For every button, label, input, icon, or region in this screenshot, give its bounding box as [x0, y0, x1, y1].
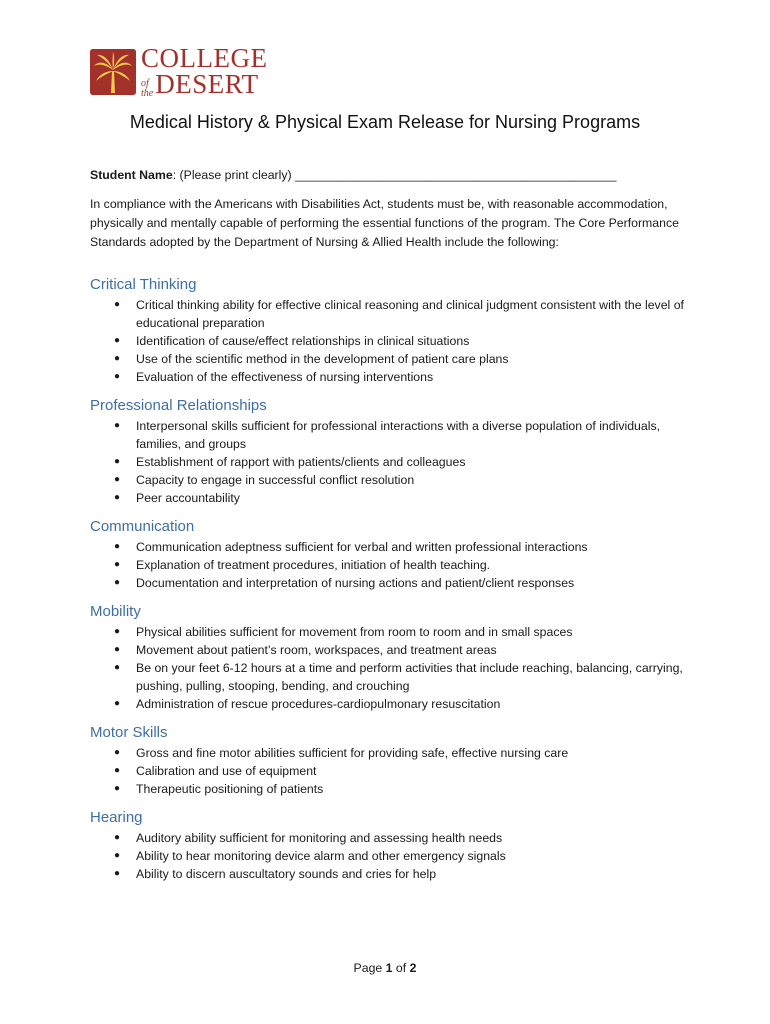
list-item-text: Ability to hear monitoring device alarm and other emergency signals — [136, 849, 506, 863]
list-item — [90, 829, 690, 847]
section-heading: Professional Relationships — [90, 397, 267, 414]
list-item-text: Physical abilities sufficient for movement from room to room and in small spaces — [136, 625, 573, 639]
palm-tree-icon — [90, 49, 136, 95]
bullet-list — [90, 744, 690, 798]
section — [90, 397, 690, 507]
bullet-icon: ● — [114, 541, 121, 552]
footer-of-word: of — [392, 961, 410, 975]
list-item-text: Explanation of treatment procedures, initiation of health teaching. — [136, 558, 491, 572]
list-item-text: Peer accountability — [136, 491, 240, 505]
bullet-icon: ● — [114, 626, 121, 637]
student-name-hint: : (Please print clearly) _______________________________________________ — [172, 168, 617, 182]
section-heading: Mobility — [90, 603, 141, 620]
section — [90, 603, 690, 713]
list-item — [90, 659, 690, 695]
footer-page-word: Page — [353, 961, 386, 975]
bullet-icon: ● — [114, 832, 121, 843]
college-logo — [90, 45, 267, 98]
list-item-text: Evaluation of the effectiveness of nursing interventions — [136, 370, 434, 384]
logo-the-text: the — [141, 87, 154, 99]
list-item — [90, 695, 690, 713]
page-footer — [0, 961, 770, 975]
page-title: Medical History & Physical Exam Release for Nursing Programs — [129, 112, 641, 132]
bullet-list — [90, 417, 690, 507]
bullet-icon: ● — [114, 868, 121, 879]
bullet-icon: ● — [114, 747, 121, 758]
section — [90, 809, 690, 883]
student-name-line — [90, 168, 616, 182]
list-item — [90, 847, 690, 865]
list-item — [90, 453, 690, 471]
list-item-text: Identification of cause/effect relationships in clinical situations — [136, 334, 470, 348]
list-item — [90, 865, 690, 883]
bullet-icon: ● — [114, 644, 121, 655]
student-name-label: Student Name — [90, 168, 173, 182]
section — [90, 276, 690, 386]
list-item — [90, 744, 690, 762]
footer-current-page: 1 — [385, 961, 393, 975]
list-item-text: Administration of rescue procedures-cardiopulmonary resuscitation — [136, 697, 501, 711]
list-item-text: Ability to discern auscultatory sounds and cries for help — [136, 867, 437, 881]
list-item — [90, 471, 690, 489]
footer-total-pages: 2 — [409, 961, 417, 975]
bullet-list — [90, 296, 690, 386]
list-item-text: Movement about patient’s room, workspaces, and treatment areas — [136, 643, 497, 657]
list-item-text: Capacity to engage in successful conflict resolution — [136, 473, 415, 487]
section-heading: Hearing — [90, 809, 143, 826]
bullet-icon: ● — [114, 474, 121, 485]
list-item-text: Documentation and interpretation of nursing actions and patient/client responses — [136, 576, 575, 590]
bullet-icon: ● — [114, 353, 121, 364]
list-item — [90, 556, 690, 574]
bullet-icon: ● — [114, 850, 121, 861]
bullet-icon: ● — [114, 456, 121, 467]
list-item — [90, 574, 690, 592]
list-item-text: Use of the scientific method in the development of patient care plans — [136, 352, 509, 366]
list-item-text: Auditory ability sufficient for monitoring and assessing health needs — [136, 831, 503, 845]
section — [90, 724, 690, 798]
intro-paragraph: In compliance with the Americans with Disabilities Act, students must be, with reasonable accommodation, physically and mentally capable of performing the essential functions of the program. The Core Performance Standards adopted by the Department of Nursing & Allied Health include the following: — [90, 197, 679, 249]
bullet-icon: ● — [114, 662, 121, 673]
list-item-text: Gross and fine motor abilities sufficient for providing safe, effective nursing care — [136, 746, 569, 760]
bullet-icon: ● — [114, 577, 121, 588]
section-heading: Critical Thinking — [90, 276, 197, 293]
list-item — [90, 489, 690, 507]
bullet-list — [90, 623, 690, 713]
bullet-icon: ● — [114, 765, 121, 776]
section-heading: Communication — [90, 518, 195, 535]
list-item — [90, 296, 690, 332]
list-item-text: Be on your feet 6-12 hours at a time and perform activities that include reaching, balancing, carrying, pushing, pulling, stooping, bending, and crouching — [136, 661, 683, 693]
list-item — [90, 538, 690, 556]
bullet-icon: ● — [114, 783, 121, 794]
list-item — [90, 780, 690, 798]
bullet-icon: ● — [114, 371, 121, 382]
bullet-icon: ● — [114, 698, 121, 709]
bullet-list — [90, 538, 690, 592]
bullet-icon: ● — [114, 420, 121, 431]
list-item — [90, 641, 690, 659]
list-item-text: Establishment of rapport with patients/clients and colleagues — [136, 455, 466, 469]
bullet-list — [90, 829, 690, 883]
logo-college-text: COLLEGE — [141, 43, 268, 73]
list-item — [90, 350, 690, 368]
list-item-text: Calibration and use of equipment — [136, 764, 317, 778]
section-heading: Motor Skills — [90, 724, 168, 741]
bullet-icon: ● — [114, 492, 121, 503]
list-item — [90, 368, 690, 386]
list-item — [90, 762, 690, 780]
list-item — [90, 417, 690, 453]
list-item-text: Critical thinking ability for effective clinical reasoning and clinical judgment consistent with the level of educational preparation — [136, 298, 684, 330]
bullet-icon: ● — [114, 299, 121, 310]
logo-of-text: of — [141, 78, 149, 89]
section — [90, 518, 690, 592]
logo-desert-text: DESERT — [155, 69, 259, 99]
list-item — [90, 332, 690, 350]
list-item-text: Interpersonal skills sufficient for professional interactions with a diverse population of individuals, families, and groups — [136, 419, 661, 451]
standards-sections — [90, 276, 690, 894]
bullet-icon: ● — [114, 335, 121, 346]
list-item-text: Communication adeptness sufficient for verbal and written professional interactions — [136, 540, 588, 554]
list-item-text: Therapeutic positioning of patients — [136, 782, 324, 796]
bullet-icon: ● — [114, 559, 121, 570]
list-item — [90, 623, 690, 641]
